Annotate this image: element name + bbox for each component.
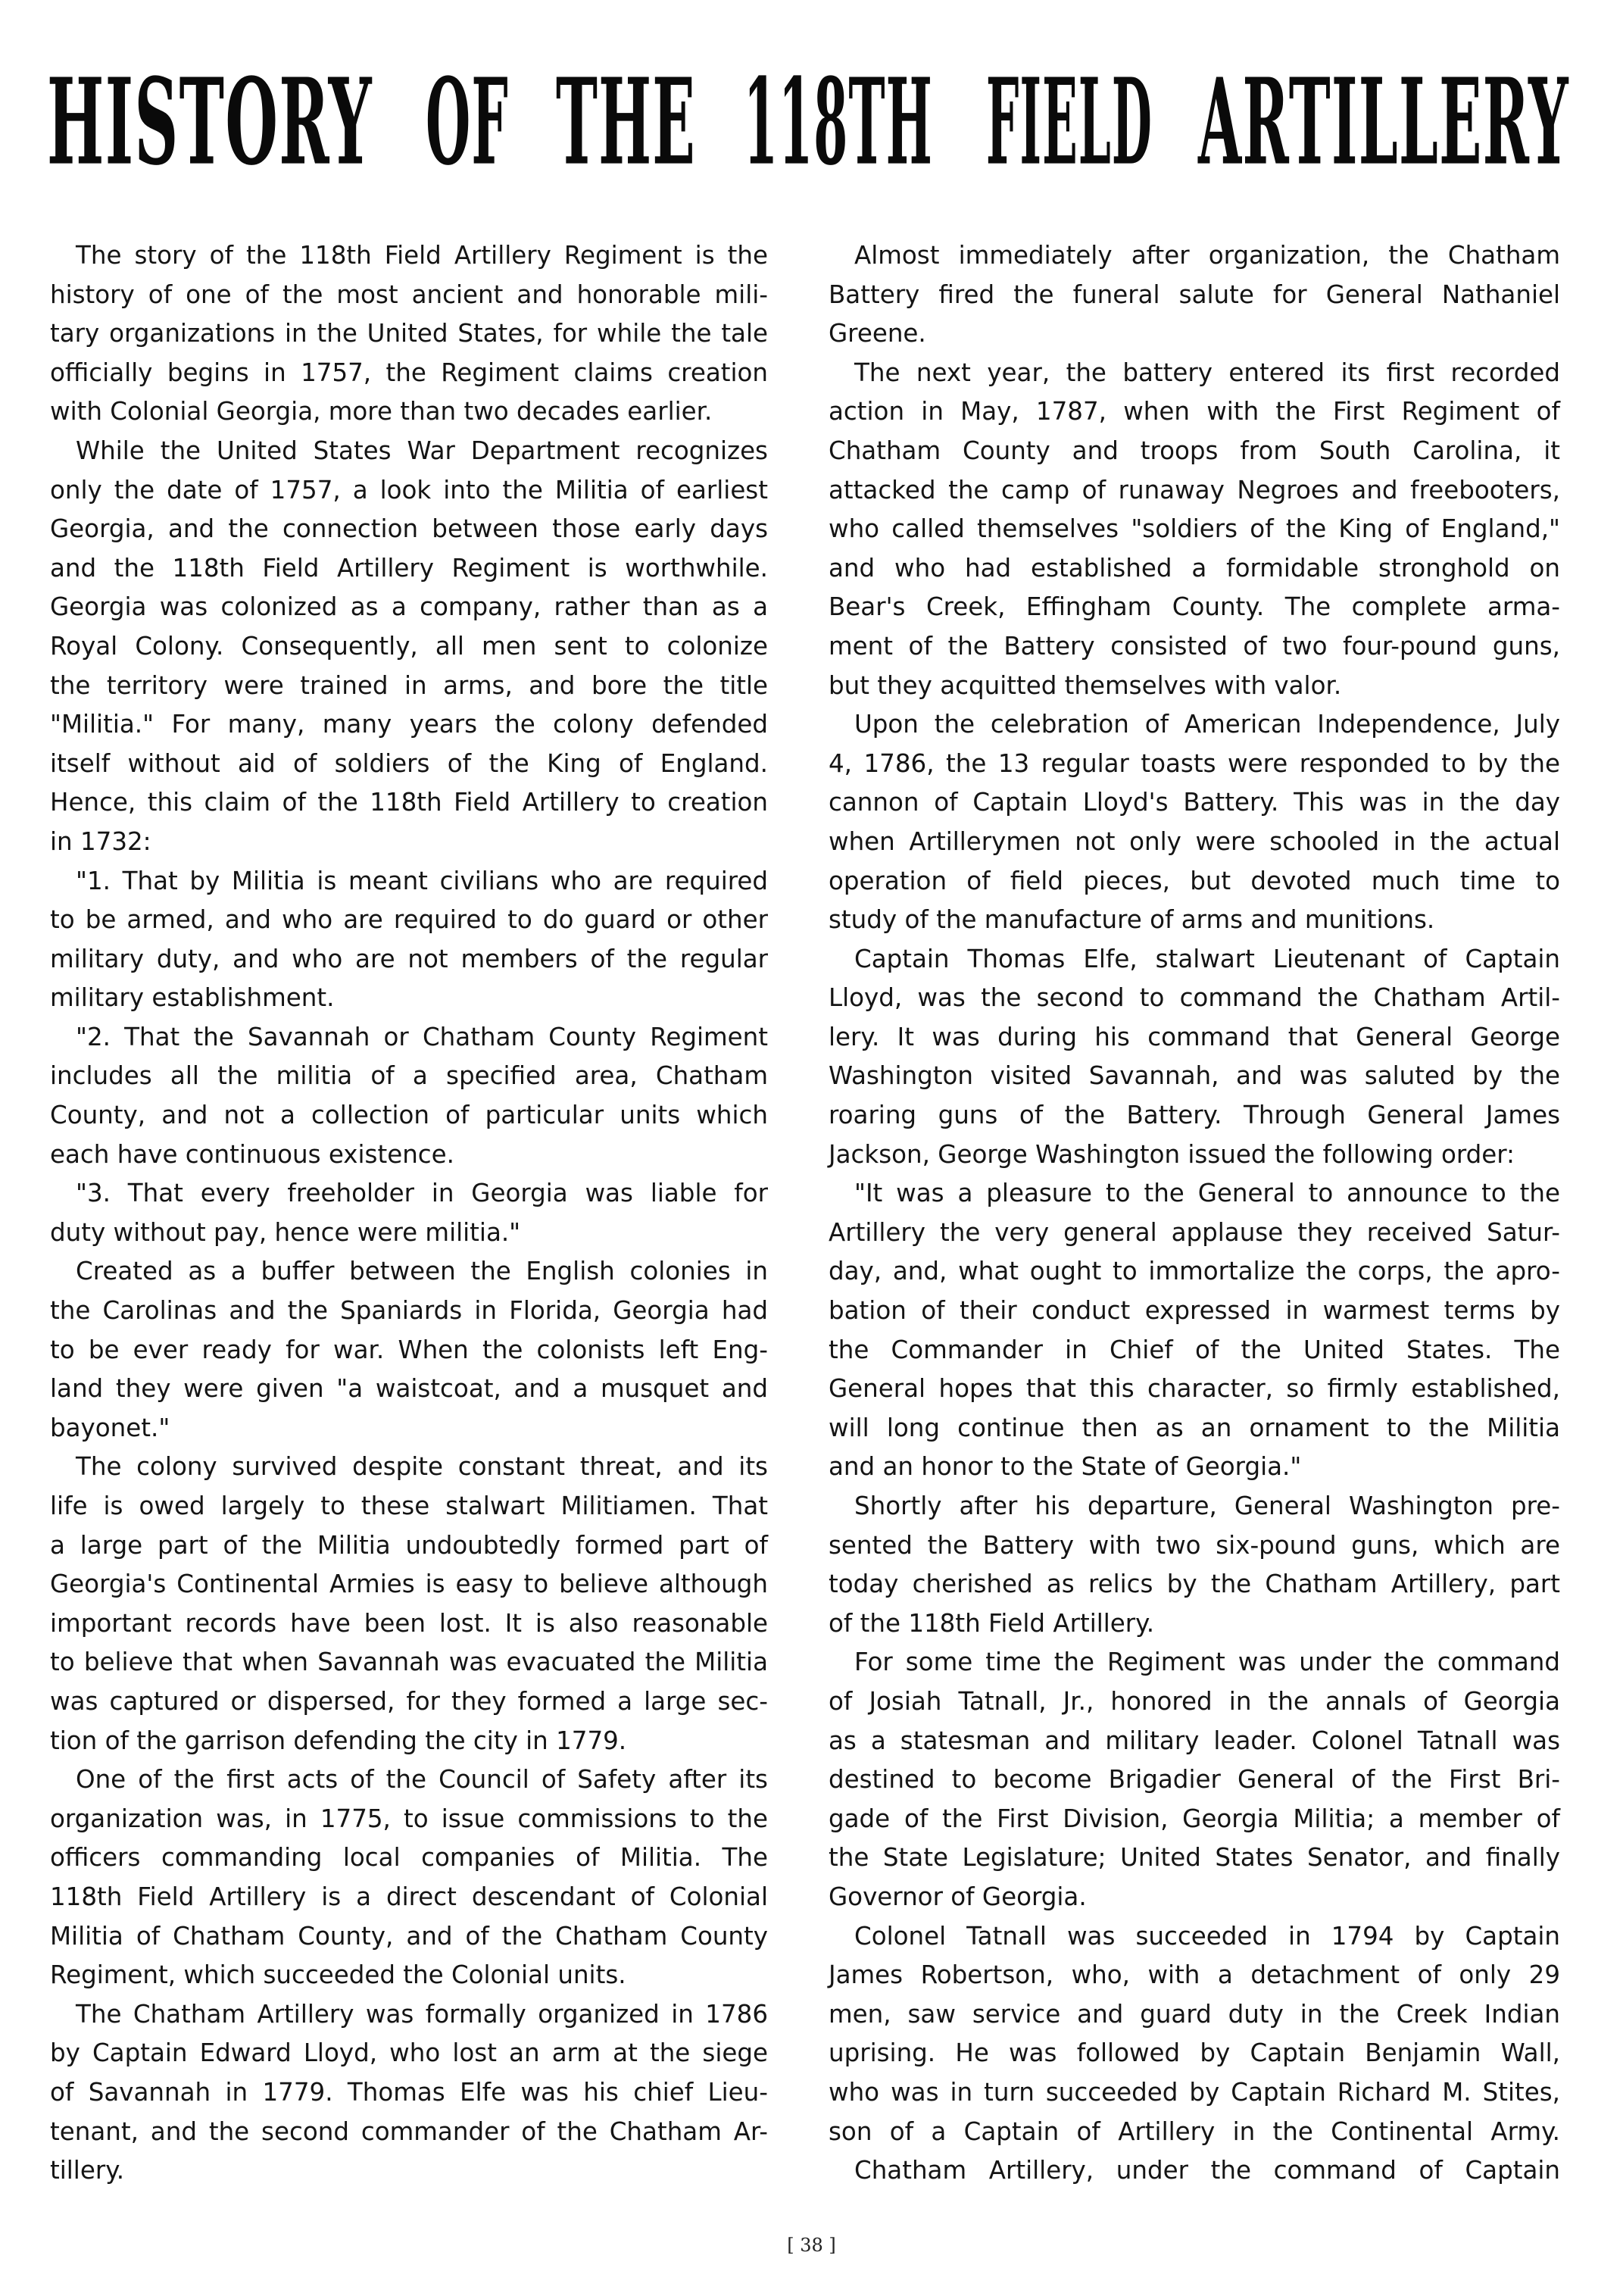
text-line: tillery.: [50, 2156, 125, 2185]
text-line: Greene.: [829, 319, 926, 348]
text-line: officers commanding local companies of Militia. The: [50, 1843, 768, 1873]
text-line: operation of field pieces, but devoted much time to: [829, 866, 1560, 895]
text-line: life is owed largely to these stalwart Militiamen. That: [50, 1492, 768, 1520]
text-line: duty without pay, hence were militia.": [50, 1217, 521, 1247]
text-line: Royal Colony. Consequently, all men sent to colonize: [50, 631, 768, 661]
text-line: cannon of Captain Lloyd's Battery. This was in the day: [829, 788, 1560, 817]
text-line: with Colonial Georgia, more than two decades earlier.: [50, 397, 713, 426]
text-line: will long continue then as an ornament to the Militia: [829, 1413, 1560, 1442]
text-line: important records have been lost. It is also reasonable: [50, 1608, 768, 1638]
text-line: Almost immediately after organization, the Chatham: [854, 241, 1560, 270]
text-line: to be ever ready for war. When the colonists left Eng-: [50, 1335, 768, 1364]
text-line: The colony survived despite constant threat, and its: [76, 1452, 768, 1482]
text-line: tenant, and the second commander of the Chatham Ar-: [50, 2116, 768, 2146]
text-line: While the United States War Department recognizes: [76, 436, 768, 465]
text-line: to believe that when Savannah was evacuated the Militia: [50, 1648, 768, 1677]
text-line: history of one of the most ancient and honorable mili-: [50, 280, 768, 309]
title-word: OF: [426, 53, 509, 192]
text-line: bayonet.": [50, 1413, 170, 1442]
text-line: Lloyd, was the second to command the Chatham Artil-: [829, 983, 1560, 1013]
text-line: of Josiah Tatnall, Jr., honored in the annals of Georgia: [829, 1686, 1560, 1716]
text-line: men, saw service and guard duty in the Creek Indian: [829, 1999, 1560, 2029]
text-line: County, and not a collection of particular units which: [50, 1101, 768, 1130]
text-line: attacked the camp of runaway Negroes and freebooters,: [829, 475, 1560, 504]
text-line: each have continuous existence.: [50, 1139, 454, 1169]
text-line: and an honor to the State of Georgia.": [829, 1452, 1302, 1482]
title-word: ARTILLERY: [1198, 53, 1570, 192]
text-line: ment of the Battery consisted of two four-pound guns,: [829, 631, 1560, 661]
text-line: uprising. He was followed by Captain Benjamin Wall,: [829, 2038, 1560, 2068]
text-line: when Artillerymen not only were schooled in the actual: [829, 826, 1560, 856]
text-line: Chatham Artillery, under the command of Captain: [854, 2156, 1560, 2185]
text-line: Regiment, which succeeded the Colonial units.: [50, 1960, 626, 1990]
text-line: Georgia, and the connection between those early days: [50, 514, 768, 544]
text-line: tion of the garrison defending the city in 1779.: [50, 1726, 627, 1755]
text-line: who called themselves "soldiers of the King of England,": [829, 514, 1560, 544]
text-line: "2. That the Savannah or Chatham County Regiment: [76, 1022, 768, 1051]
text-line: tary organizations in the United States, for while the tale: [50, 319, 768, 348]
text-line: gade of the First Division, Georgia Militia; a member of: [829, 1804, 1560, 1833]
text-line: Georgia's Continental Armies is easy to believe although: [50, 1570, 768, 1599]
text-line: lery. It was during his command that General George: [829, 1022, 1560, 1051]
text-line: land they were given "a waistcoat, and a musquet and: [50, 1374, 768, 1404]
text-line: who was in turn succeeded by Captain Richard M. Stites,: [829, 2077, 1560, 2107]
text-line: and the 118th Field Artillery Regiment is worthwhile.: [50, 553, 768, 583]
text-line: of the 118th Field Artillery.: [829, 1608, 1155, 1638]
text-line: destined to become Brigadier General of the First Bri-: [829, 1765, 1560, 1795]
text-line: "3. That every freeholder in Georgia was liable for: [76, 1179, 768, 1208]
text-line: General hopes that this character, so firmly established,: [829, 1374, 1560, 1404]
title-word: 118TH: [744, 53, 934, 192]
text-line: Jackson, George Washington issued the following order:: [829, 1139, 1515, 1169]
text-line: officially begins in 1757, the Regiment claims creation: [50, 358, 768, 387]
text-line: Artillery the very general applause they received Satur-: [829, 1217, 1560, 1247]
text-line: the Commander in Chief of the United States. The: [829, 1335, 1560, 1364]
text-line: Shortly after his departure, General Washington pre-: [854, 1492, 1560, 1520]
text-line: Chatham County and troops from South Carolina, it: [829, 436, 1560, 465]
text-line: Battery fired the funeral salute for General Nathaniel: [829, 280, 1560, 309]
text-line: Captain Thomas Elfe, stalwart Lieutenant of Captain: [854, 944, 1560, 973]
text-line: as a statesman and military leader. Colonel Tatnall was: [829, 1726, 1560, 1755]
text-line: One of the first acts of the Council of Safety after its: [76, 1765, 768, 1795]
text-line: and who had established a formidable stronghold on: [829, 553, 1560, 583]
text-line: Georgia was colonized as a company, rather than as a: [50, 592, 768, 622]
page-title: [47, 53, 1570, 192]
text-line: "1. That by Militia is meant civilians who are required: [76, 866, 768, 895]
text-line: 4, 1786, the 13 regular toasts were responded to by the: [829, 748, 1560, 778]
text-line: includes all the militia of a specified area, Chatham: [50, 1061, 768, 1091]
text-line: roaring guns of the Battery. Through General James: [829, 1101, 1560, 1130]
text-line: of Savannah in 1779. Thomas Elfe was his chief Lieu-: [50, 2077, 768, 2107]
text-line: James Robertson, who, with a detachment of only 29: [829, 1960, 1560, 1990]
title-word: FIELD: [986, 53, 1153, 192]
text-line: Washington visited Savannah, and was saluted by the: [829, 1061, 1560, 1091]
text-line: Hence, this claim of the 118th Field Artillery to creation: [50, 788, 768, 817]
text-line: Governor of Georgia.: [829, 1882, 1087, 1911]
title-word: THE: [556, 53, 696, 192]
text-line: Upon the celebration of American Independence, July: [854, 710, 1560, 739]
text-line: today cherished as relics by the Chatham Artillery, part: [829, 1570, 1560, 1599]
text-line: day, and, what ought to immortalize the corps, the apro-: [829, 1257, 1560, 1286]
text-line: Colonel Tatnall was succeeded in 1794 by Captain: [854, 1921, 1560, 1951]
text-line: action in May, 1787, when with the First Regiment of: [829, 397, 1560, 426]
text-line: "It was a pleasure to the General to announce to the: [854, 1179, 1560, 1208]
text-line: son of a Captain of Artillery in the Continental Army.: [829, 2116, 1560, 2146]
text-line: study of the manufacture of arms and munitions.: [829, 905, 1435, 935]
text-line: the State Legislature; United States Senator, and finally: [829, 1843, 1560, 1873]
text-line: The Chatham Artillery was formally organized in 1786: [76, 1999, 768, 2029]
text-line: in 1732:: [50, 826, 151, 856]
text-line: Militia of Chatham County, and of the Chatham County: [50, 1921, 768, 1951]
text-line: For some time the Regiment was under the command: [854, 1648, 1560, 1677]
text-line: the Carolinas and the Spaniards in Florida, Georgia had: [50, 1296, 768, 1326]
text-line: to be armed, and who are required to do guard or other: [50, 905, 768, 935]
text-line: organization was, in 1775, to issue commissions to the: [50, 1804, 768, 1833]
text-line: The story of the 118th Field Artillery Regiment is the: [76, 241, 768, 270]
text-line: "Militia." For many, many years the colony defended: [50, 710, 768, 739]
text-line: only the date of 1757, a look into the Militia of earliest: [50, 475, 768, 504]
text-line: military duty, and who are not members of the regular: [50, 944, 768, 973]
text-line: sented the Battery with two six-pound guns, which are: [829, 1530, 1560, 1560]
text-line: the territory were trained in arms, and bore the title: [50, 670, 768, 700]
text-line: bation of their conduct expressed in warmest terms by: [829, 1296, 1560, 1326]
text-line: Created as a buffer between the English colonies in: [76, 1257, 768, 1286]
text-line: but they acquitted themselves with valor.: [829, 670, 1342, 700]
text-line: Bear's Creek, Effingham County. The complete arma-: [829, 592, 1560, 622]
text-line: 118th Field Artillery is a direct descendant of Colonial: [50, 1882, 768, 1911]
left-column: [50, 236, 768, 2191]
page-number: [ 38 ]: [787, 2235, 836, 2256]
text-line: military establishment.: [50, 983, 335, 1013]
right-column: [829, 236, 1560, 2191]
text-line: itself without aid of soldiers of the King of England.: [50, 748, 768, 778]
text-line: a large part of the Militia undoubtedly formed part of: [50, 1530, 768, 1560]
title-word: HISTORY: [47, 53, 373, 192]
text-line: was captured or dispersed, for they formed a large sec-: [50, 1686, 768, 1716]
text-line: The next year, the battery entered its first recorded: [854, 358, 1560, 387]
text-line: by Captain Edward Lloyd, who lost an arm at the siege: [50, 2038, 768, 2068]
